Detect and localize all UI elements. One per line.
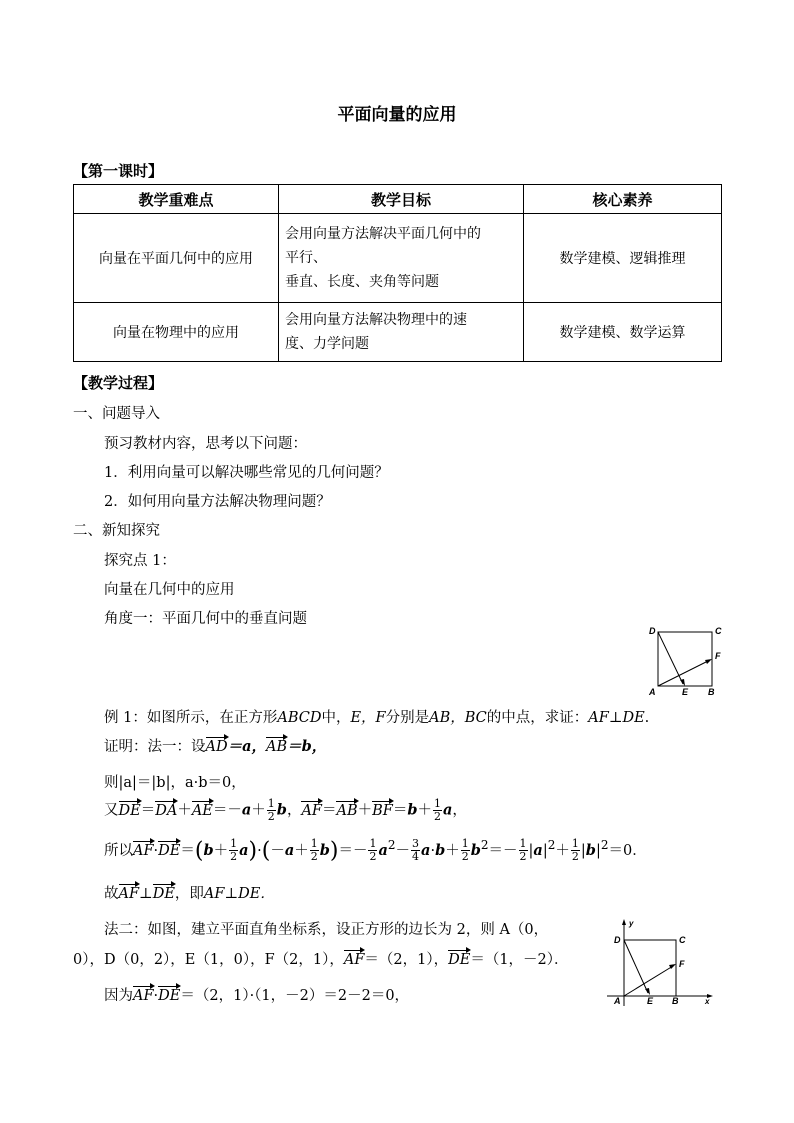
square-figure: [646, 622, 724, 698]
method2-line-2: 0），D（0，2），E（1，0），F（2，1），AF＝（2，1），DE＝（1，－2）．: [73, 952, 569, 968]
label-C: C: [679, 935, 686, 945]
goal-line: 垂直、长度、夹角等问题: [285, 274, 439, 290]
proof-line-3: 又DE＝DA＋AE＝－a＋ $\frac{1}{2}$ b，AF＝AB＋BF＝b＋ $\frac{1}{2}$ a，: [104, 797, 467, 823]
table-cell-literacy: 数学建模、数学运算: [524, 303, 722, 362]
explore-point: 探究点 1：: [104, 553, 176, 569]
label-E: E: [682, 687, 689, 697]
proof-line-1: 证明：法一：设AD＝a，AB＝b，: [104, 738, 327, 755]
explore-topic: 向量在几何中的应用: [104, 582, 235, 598]
table-header-row: [74, 185, 722, 214]
example-1: 例 1：如图所示，在正方形ABCD中，E，F分别是AB，BC的中点，求证：AF⊥DE.: [104, 710, 650, 726]
label-A: A: [614, 996, 621, 1006]
part2-heading: 二、新知探究: [73, 523, 160, 539]
proof-line-5: 故AF⊥DE，即AF⊥DE．: [104, 886, 275, 902]
table-row: [74, 303, 722, 362]
question-1: 1．利用向量可以解决哪些常见的几何问题？: [104, 465, 389, 481]
label-C: C: [715, 626, 722, 636]
part1-heading: 一、问题导入: [73, 406, 160, 422]
proof-line-4: 所以AF·DE＝(b＋ $\frac{1}{2}$ a)·(－a＋ $\frac{1}{2}$ b)＝－ $\frac{1}{2}$ $a^2-$ $\frac{3}{4}$ a·b＋ $\frac{1}{2}$ $b^2=-$ $\frac{1}{2}$ $|a|^2+$ $\frac{1}{2}$ $|b|^2=0$．: [104, 837, 647, 864]
goals-table: [73, 184, 722, 362]
proof-line-2: 则|a|＝|b|，a·b＝0，: [104, 775, 246, 791]
goal-line: 度、力学问题: [285, 336, 369, 352]
table-header: 教学重难点: [74, 185, 279, 214]
label-y: y: [629, 919, 634, 928]
table-cell-goal: [279, 214, 524, 303]
table-header: 教学目标: [279, 185, 524, 214]
goal-line: 平行、: [285, 250, 327, 266]
process-heading: 【教学过程】: [73, 374, 164, 392]
coordinate-figure: [605, 918, 717, 1010]
label-B: B: [672, 996, 679, 1006]
table-row: [74, 214, 722, 303]
label-D: D: [614, 935, 621, 945]
goal-line: 会用向量方法解决平面几何中的: [285, 226, 481, 242]
label-x: x: [705, 997, 710, 1006]
label-D: D: [649, 626, 656, 636]
table-header: 核心素养: [524, 185, 722, 214]
table-cell-goal: [279, 303, 524, 362]
method2-line-1: 法二：如图，建立平面直角坐标系，设正方形的边长为 2，则 A（0，: [104, 922, 549, 938]
part1-intro: 预习教材内容，思考以下问题：: [104, 436, 307, 452]
lesson-heading: 【第一课时】: [73, 162, 164, 180]
label-E: E: [647, 996, 654, 1006]
page-title: 平面向量的应用: [337, 105, 457, 125]
label-B: B: [708, 687, 715, 697]
method2-line-3: 因为AF·DE＝（2，1）·（1，－2）＝2－2＝0，: [104, 988, 410, 1004]
table-cell-focus: 向量在物理中的应用: [74, 303, 279, 362]
question-2: 2．如何用向量方法解决物理问题？: [104, 494, 331, 510]
label-F: F: [679, 959, 685, 969]
goal-line: 会用向量方法解决物理中的速: [285, 312, 467, 328]
table-cell-focus: 向量在平面几何中的应用: [74, 214, 279, 303]
label-F: F: [715, 651, 721, 661]
angle-heading: 角度一：平面几何中的垂直问题: [104, 611, 307, 627]
label-A: A: [649, 687, 656, 697]
table-cell-literacy: 数学建模、逻辑推理: [524, 214, 722, 303]
